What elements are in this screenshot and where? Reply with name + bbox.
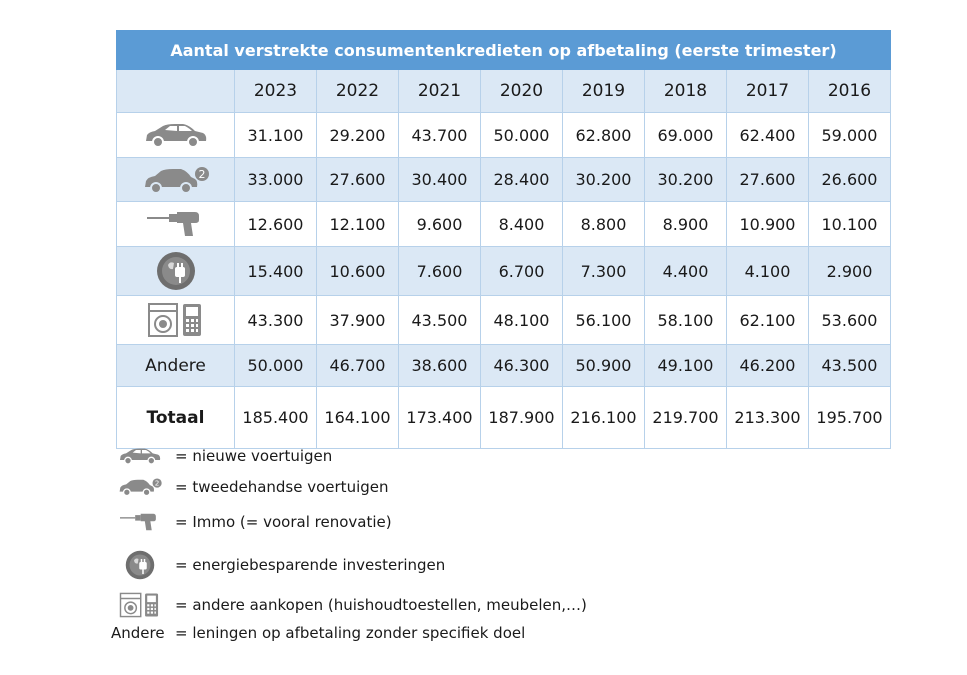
- credit-table-wrapper: [116, 30, 891, 449]
- cell-value: 28.400: [481, 158, 563, 202]
- total-value: 185.400: [235, 387, 317, 449]
- cell-value: 10.600: [317, 247, 399, 296]
- credit-table: [116, 30, 891, 449]
- legend-item-appliances: [111, 592, 587, 618]
- cell-value: 69.000: [645, 113, 727, 158]
- year-header: 2016: [809, 70, 891, 113]
- legend-item-new-vehicles: [111, 446, 332, 466]
- row-icon-cell: [117, 202, 235, 247]
- cell-value: 62.400: [727, 113, 809, 158]
- legend-item-energy: [111, 550, 445, 580]
- cell-value: 30.200: [645, 158, 727, 202]
- legend-text: = andere aankopen (huishoudtoestellen, meubelen,…): [175, 596, 587, 614]
- legend-item-andere: [111, 624, 525, 642]
- cell-value: 29.200: [317, 113, 399, 158]
- legend-label: Andere: [111, 624, 165, 642]
- cell-value: 62.800: [563, 113, 645, 158]
- cell-value: 30.200: [563, 158, 645, 202]
- cell-value: 37.900: [317, 296, 399, 345]
- drill-icon: [147, 210, 205, 238]
- total-value: 187.900: [481, 387, 563, 449]
- header-empty-cell: [117, 70, 235, 113]
- cell-value: 46.700: [317, 345, 399, 387]
- cell-value: 43.500: [399, 296, 481, 345]
- appliances-icon: [147, 302, 205, 338]
- cell-value: 12.100: [317, 202, 399, 247]
- cell-value: 43.500: [809, 345, 891, 387]
- drill-icon: [120, 512, 160, 532]
- cell-value: 33.000: [235, 158, 317, 202]
- cell-value: 48.100: [481, 296, 563, 345]
- new-car-icon: [118, 446, 162, 466]
- cell-value: 43.700: [399, 113, 481, 158]
- used-car-icon: [117, 476, 163, 498]
- year-header-row: [117, 70, 891, 113]
- cell-value: 8.400: [481, 202, 563, 247]
- total-value: 173.400: [399, 387, 481, 449]
- cell-value: 59.000: [809, 113, 891, 158]
- cell-value: 49.100: [645, 345, 727, 387]
- appliances-icon: [118, 592, 162, 618]
- total-value: 216.100: [563, 387, 645, 449]
- cell-value: 4.100: [727, 247, 809, 296]
- legend-text: = leningen op afbetaling zonder specifiek doel: [175, 624, 526, 642]
- table-row-new-vehicles: [117, 113, 891, 158]
- cell-value: 31.100: [235, 113, 317, 158]
- cell-value: 38.600: [399, 345, 481, 387]
- cell-value: 27.600: [727, 158, 809, 202]
- year-header: 2018: [645, 70, 727, 113]
- cell-value: 50.000: [235, 345, 317, 387]
- year-header: 2022: [317, 70, 399, 113]
- cell-value: 62.100: [727, 296, 809, 345]
- legend-text: = nieuwe voertuigen: [175, 447, 333, 465]
- cell-value: 7.300: [563, 247, 645, 296]
- legend-item-used-vehicles: [111, 476, 389, 498]
- cell-value: 26.600: [809, 158, 891, 202]
- cell-value: 43.300: [235, 296, 317, 345]
- cell-value: 58.100: [645, 296, 727, 345]
- table-row-appliances: [117, 296, 891, 345]
- table-row-total: [117, 387, 891, 449]
- legend-text: = energiebesparende investeringen: [175, 556, 446, 574]
- year-header: 2021: [399, 70, 481, 113]
- cell-value: 27.600: [317, 158, 399, 202]
- cell-value: 50.900: [563, 345, 645, 387]
- cell-value: 8.800: [563, 202, 645, 247]
- cell-value: 7.600: [399, 247, 481, 296]
- title-row: [117, 31, 891, 70]
- cell-value: 6.700: [481, 247, 563, 296]
- row-label: Andere: [117, 345, 235, 387]
- total-label: Totaal: [117, 387, 235, 449]
- energy-plug-icon: [125, 550, 155, 580]
- cell-value: 12.600: [235, 202, 317, 247]
- table-row-andere: [117, 345, 891, 387]
- total-value: 213.300: [727, 387, 809, 449]
- used-car-icon: [141, 165, 211, 195]
- new-car-icon: [143, 121, 209, 149]
- year-header: 2017: [727, 70, 809, 113]
- row-icon-cell: [117, 113, 235, 158]
- cell-value: 8.900: [645, 202, 727, 247]
- cell-value: 10.900: [727, 202, 809, 247]
- table-row-immo: [117, 202, 891, 247]
- legend-item-immo: [111, 512, 392, 532]
- legend-text: = tweedehandse voertuigen: [175, 478, 389, 496]
- legend-text: = Immo (= vooral renovatie): [175, 513, 392, 531]
- cell-value: 9.600: [399, 202, 481, 247]
- cell-value: 50.000: [481, 113, 563, 158]
- cell-value: 53.600: [809, 296, 891, 345]
- year-header: 2020: [481, 70, 563, 113]
- row-icon-cell: [117, 247, 235, 296]
- cell-value: 10.100: [809, 202, 891, 247]
- energy-plug-icon: [156, 251, 196, 291]
- year-header: 2019: [563, 70, 645, 113]
- total-value: 219.700: [645, 387, 727, 449]
- cell-value: 46.300: [481, 345, 563, 387]
- svg-text:2: 2: [198, 167, 205, 181]
- svg-text:2: 2: [154, 478, 160, 488]
- row-icon-cell: [117, 296, 235, 345]
- cell-value: 15.400: [235, 247, 317, 296]
- total-value: 195.700: [809, 387, 891, 449]
- table-title: Aantal verstrekte consumentenkredieten op afbetaling (eerste trimester): [117, 31, 891, 70]
- year-header: 2023: [235, 70, 317, 113]
- table-row-used-vehicles: [117, 158, 891, 202]
- total-value: 164.100: [317, 387, 399, 449]
- cell-value: 4.400: [645, 247, 727, 296]
- table-row-energy: [117, 247, 891, 296]
- row-icon-cell: [117, 158, 235, 202]
- cell-value: 56.100: [563, 296, 645, 345]
- cell-value: 30.400: [399, 158, 481, 202]
- cell-value: 46.200: [727, 345, 809, 387]
- cell-value: 2.900: [809, 247, 891, 296]
